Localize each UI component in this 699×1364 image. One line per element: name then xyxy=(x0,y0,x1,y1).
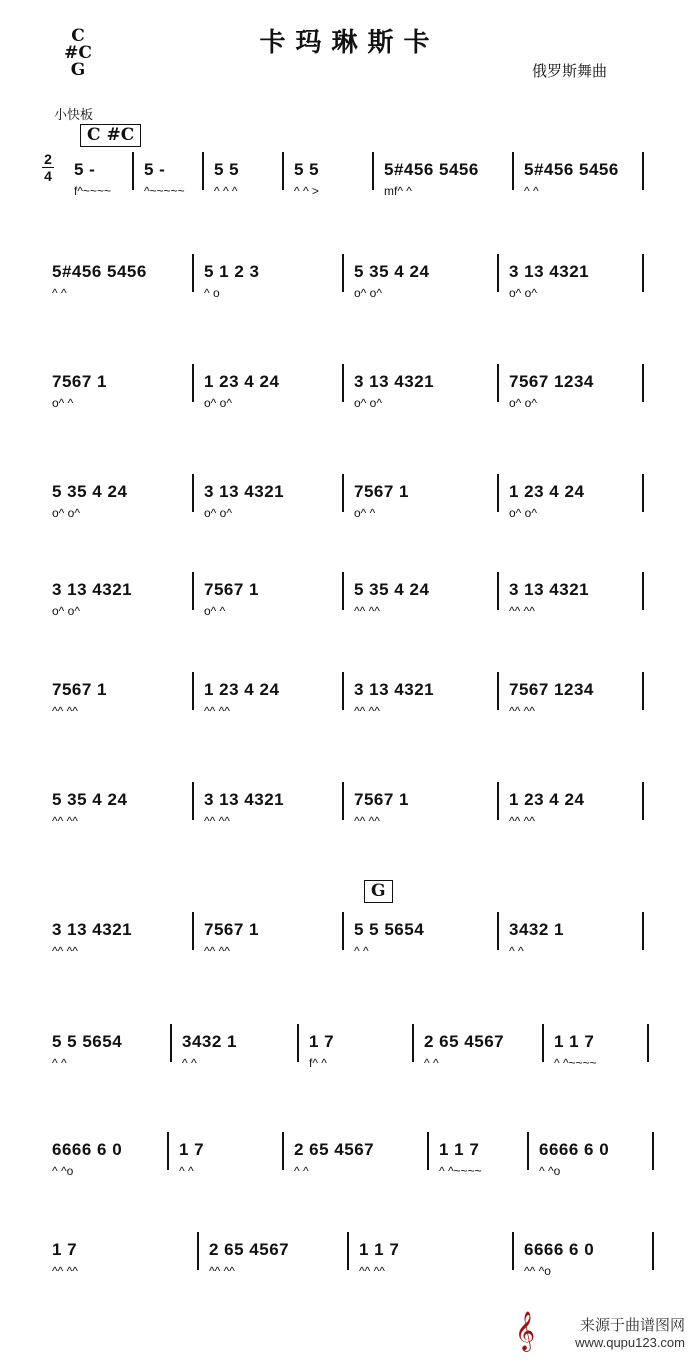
measure-notes: 5 35 4 24 xyxy=(354,262,430,281)
barline xyxy=(192,672,194,710)
measure xyxy=(350,262,493,322)
measure-notes: 5 - xyxy=(74,160,96,179)
articulation-marks: f^ ^ xyxy=(309,1056,327,1070)
measure-notes: 5 - xyxy=(144,160,166,179)
articulation-marks: o^ o^ xyxy=(52,604,80,618)
barline xyxy=(652,1232,654,1270)
barline xyxy=(642,364,644,402)
articulation-marks: ^ ^~~~~ xyxy=(554,1056,597,1070)
articulation-marks: o^ ^ xyxy=(52,396,74,410)
score-line-8 xyxy=(0,920,699,1010)
barline xyxy=(192,474,194,512)
measure-notes: 1 1 7 xyxy=(554,1032,595,1051)
measure-notes: 6666 6 0 xyxy=(52,1140,123,1159)
measure-notes: 5 35 4 24 xyxy=(354,580,430,599)
articulation-marks: ^^ ^^ xyxy=(204,814,230,828)
measure xyxy=(48,580,188,640)
articulation-marks: ^^ ^^ xyxy=(204,944,230,958)
barline xyxy=(427,1132,429,1170)
barline xyxy=(192,364,194,402)
articulation-marks: ^^ ^^ xyxy=(354,604,380,618)
barline xyxy=(167,1132,169,1170)
articulation-marks: ^ ^o xyxy=(539,1164,561,1178)
watermark xyxy=(575,1314,685,1350)
barline xyxy=(342,474,344,512)
score-line-5 xyxy=(0,580,699,670)
measure xyxy=(200,580,338,640)
measure xyxy=(505,262,638,322)
measure xyxy=(200,482,338,542)
barline xyxy=(342,782,344,820)
barline xyxy=(297,1024,299,1062)
barline xyxy=(642,782,644,820)
articulation-marks: ^ ^ xyxy=(354,944,369,958)
barline xyxy=(347,1232,349,1270)
measure-notes: 7567 1 xyxy=(354,790,409,809)
score-title: 卡玛琳斯卡 xyxy=(259,28,440,58)
measure-notes: 7567 1234 xyxy=(509,372,594,391)
articulation-marks: ^ ^ xyxy=(424,1056,439,1070)
barline xyxy=(132,152,134,190)
measure-notes: 3 13 4321 xyxy=(204,482,285,501)
score-line-1 xyxy=(0,160,699,250)
measure-notes: 5 5 xyxy=(294,160,320,179)
barline xyxy=(282,1132,284,1170)
measure-notes: 5#456 5456 xyxy=(52,262,147,281)
measure-notes: 3432 1 xyxy=(182,1032,237,1051)
articulation-marks: ^^ ^^ xyxy=(52,1264,78,1278)
measure xyxy=(200,680,338,740)
measure-notes: 3 13 4321 xyxy=(354,372,435,391)
measure xyxy=(178,1032,293,1092)
articulation-marks: f^~~~~ xyxy=(74,184,111,198)
measure-notes: 1 7 xyxy=(179,1140,205,1159)
barline xyxy=(342,364,344,402)
measure xyxy=(420,1032,538,1092)
articulation-marks: ^^ ^^ xyxy=(209,1264,235,1278)
barline xyxy=(642,672,644,710)
measure xyxy=(505,790,638,850)
articulation-marks: ^^ ^^ xyxy=(52,944,78,958)
barline xyxy=(372,152,374,190)
measure-notes: 7567 1 xyxy=(52,680,107,699)
section-marker-a: C #C xyxy=(80,124,141,147)
score-line-6 xyxy=(0,680,699,770)
measure xyxy=(290,1140,423,1200)
articulation-marks: ^^ ^^ xyxy=(354,814,380,828)
articulation-marks: ^ ^ xyxy=(179,1164,194,1178)
measure xyxy=(350,372,493,432)
measure-notes: 3 13 4321 xyxy=(204,790,285,809)
score-line-2 xyxy=(0,262,699,352)
measure xyxy=(350,580,493,640)
measure xyxy=(48,482,188,542)
score-line-9 xyxy=(0,1032,699,1122)
measure xyxy=(290,160,368,220)
articulation-marks: ^ ^~~~~ xyxy=(439,1164,482,1178)
measure xyxy=(48,372,188,432)
barline xyxy=(527,1132,529,1170)
barline xyxy=(512,152,514,190)
barline xyxy=(192,572,194,610)
measure xyxy=(48,262,188,322)
measure xyxy=(505,372,638,432)
measure xyxy=(550,1032,643,1092)
measure-notes: 6666 6 0 xyxy=(539,1140,610,1159)
measure xyxy=(48,680,188,740)
articulation-marks: o^ ^ xyxy=(354,506,376,520)
measure xyxy=(70,160,128,220)
measure xyxy=(210,160,278,220)
measure xyxy=(380,160,508,220)
articulation-marks: ^ ^o xyxy=(52,1164,74,1178)
measure-notes: 5 5 5654 xyxy=(354,920,425,939)
score-line-4 xyxy=(0,482,699,572)
barline xyxy=(647,1024,649,1062)
measure xyxy=(520,1240,648,1300)
barline xyxy=(497,782,499,820)
measure-notes: 5 5 5654 xyxy=(52,1032,123,1051)
measure-notes: 2 65 4567 xyxy=(209,1240,290,1259)
measure-notes: 7567 1234 xyxy=(509,680,594,699)
measure xyxy=(48,1240,193,1300)
score-origin: 俄罗斯舞曲 xyxy=(531,62,607,80)
watermark-url: www.qupu123.com xyxy=(575,1335,685,1350)
articulation-marks: ^^ ^^ xyxy=(354,704,380,718)
barline xyxy=(542,1024,544,1062)
measure xyxy=(505,482,638,542)
measure xyxy=(505,920,638,980)
barline xyxy=(652,1132,654,1170)
measure-notes: 2 65 4567 xyxy=(424,1032,505,1051)
barline xyxy=(342,672,344,710)
key-c-sharp: #C xyxy=(64,43,92,63)
articulation-marks: o^ o^ xyxy=(509,506,537,520)
articulation-marks: ^^ ^^ xyxy=(52,704,78,718)
articulation-marks: ^ ^ > xyxy=(294,184,319,198)
measure-notes: 1 23 4 24 xyxy=(509,482,585,501)
articulation-marks: ^^ ^^ xyxy=(359,1264,385,1278)
measure-notes: 7567 1 xyxy=(204,920,259,939)
watermark-site-name: 来源于曲谱图网 xyxy=(579,1316,685,1334)
measure-notes: 5 1 2 3 xyxy=(204,262,260,281)
measure-notes: 7567 1 xyxy=(52,372,107,391)
barline xyxy=(497,572,499,610)
articulation-marks: ^ ^ xyxy=(509,944,524,958)
measure-notes: 5 35 4 24 xyxy=(52,790,128,809)
barline xyxy=(497,364,499,402)
articulation-marks: o^ o^ xyxy=(204,396,232,410)
measure-notes: 1 7 xyxy=(309,1032,335,1051)
barline xyxy=(342,254,344,292)
articulation-marks: ^^ ^^ xyxy=(509,814,535,828)
barline xyxy=(192,912,194,950)
barline xyxy=(642,572,644,610)
measure-notes: 7567 1 xyxy=(204,580,259,599)
articulation-marks: o^ o^ xyxy=(509,396,537,410)
measure-notes: 6666 6 0 xyxy=(524,1240,595,1259)
measure-notes: 1 7 xyxy=(52,1240,78,1259)
articulation-marks: ^^ ^^ xyxy=(52,814,78,828)
score-line-3 xyxy=(0,372,699,462)
articulation-marks: ^ ^ xyxy=(182,1056,197,1070)
articulation-marks: ^^ ^^ xyxy=(204,704,230,718)
articulation-marks: o^ o^ xyxy=(354,396,382,410)
articulation-marks: o^ o^ xyxy=(354,286,382,300)
measure xyxy=(48,790,188,850)
measure-notes: 1 23 4 24 xyxy=(509,790,585,809)
articulation-marks: ^ ^ xyxy=(524,184,539,198)
barline xyxy=(497,672,499,710)
measure xyxy=(200,262,338,322)
measure xyxy=(350,482,493,542)
time-sig-top: 2 xyxy=(44,151,52,167)
measure-notes: 7567 1 xyxy=(354,482,409,501)
articulation-marks: o^ o^ xyxy=(204,506,232,520)
tempo-marking: 小快板 xyxy=(54,108,94,123)
measure xyxy=(48,1140,163,1200)
barline xyxy=(497,474,499,512)
articulation-marks: ^ ^ xyxy=(52,1056,67,1070)
measure-notes: 1 1 7 xyxy=(439,1140,480,1159)
measure xyxy=(355,1240,508,1300)
measure xyxy=(200,920,338,980)
articulation-marks: o^ ^ xyxy=(204,604,226,618)
measure-notes: 3 13 4321 xyxy=(354,680,435,699)
measure xyxy=(140,160,198,220)
measure-notes: 3 13 4321 xyxy=(509,262,590,281)
section-marker-b: G xyxy=(364,880,393,903)
key-g: G xyxy=(70,60,86,80)
measure-notes: 1 23 4 24 xyxy=(204,680,280,699)
measure xyxy=(520,160,638,220)
measure xyxy=(535,1140,648,1200)
barline xyxy=(282,152,284,190)
measure xyxy=(350,790,493,850)
barline xyxy=(642,254,644,292)
barline xyxy=(342,912,344,950)
articulation-marks: mf^ ^ xyxy=(384,184,412,198)
measure xyxy=(200,372,338,432)
articulation-marks: ^^ ^^ xyxy=(509,704,535,718)
articulation-marks: o^ o^ xyxy=(509,286,537,300)
measure-notes: 3432 1 xyxy=(509,920,564,939)
measure xyxy=(350,920,493,980)
measure-notes: 5#456 5456 xyxy=(384,160,479,179)
barline xyxy=(192,782,194,820)
measure-notes: 3 13 4321 xyxy=(52,580,133,599)
measure xyxy=(175,1140,278,1200)
measure-notes: 5 5 xyxy=(214,160,240,179)
barline xyxy=(642,912,644,950)
barline xyxy=(412,1024,414,1062)
measure-notes: 3 13 4321 xyxy=(509,580,590,599)
measure xyxy=(200,790,338,850)
articulation-marks: ^~~~~~ xyxy=(144,184,185,198)
barline xyxy=(642,152,644,190)
barline xyxy=(497,912,499,950)
measure-notes: 1 23 4 24 xyxy=(204,372,280,391)
score-line-10 xyxy=(0,1140,699,1230)
articulation-marks: ^^ ^o xyxy=(524,1264,551,1278)
measure xyxy=(48,1032,166,1092)
measure xyxy=(48,920,188,980)
barline xyxy=(197,1232,199,1270)
treble-clef-icon: 𝄞 xyxy=(515,1312,536,1350)
measure-notes: 5 35 4 24 xyxy=(52,482,128,501)
articulation-marks: ^ o xyxy=(204,286,220,300)
articulation-marks: ^ ^ xyxy=(294,1164,309,1178)
barline xyxy=(170,1024,172,1062)
measure xyxy=(505,580,638,640)
barline xyxy=(497,254,499,292)
measure xyxy=(505,680,638,740)
articulation-marks: ^ ^ ^ xyxy=(214,184,238,198)
measure-notes: 2 65 4567 xyxy=(294,1140,375,1159)
measure xyxy=(305,1032,408,1092)
barline xyxy=(512,1232,514,1270)
time-sig-bottom: 4 xyxy=(44,168,52,184)
measure xyxy=(350,680,493,740)
measure-notes: 5#456 5456 xyxy=(524,160,619,179)
measure-notes: 3 13 4321 xyxy=(52,920,133,939)
measure xyxy=(205,1240,343,1300)
measure xyxy=(435,1140,523,1200)
articulation-marks: ^ ^ xyxy=(52,286,67,300)
barline xyxy=(642,474,644,512)
articulation-marks: ^^ ^^ xyxy=(509,604,535,618)
articulation-marks: o^ o^ xyxy=(52,506,80,520)
barline xyxy=(192,254,194,292)
measure-notes: 1 1 7 xyxy=(359,1240,400,1259)
barline xyxy=(342,572,344,610)
score-line-7 xyxy=(0,790,699,880)
barline xyxy=(202,152,204,190)
key-c: C xyxy=(71,26,85,46)
